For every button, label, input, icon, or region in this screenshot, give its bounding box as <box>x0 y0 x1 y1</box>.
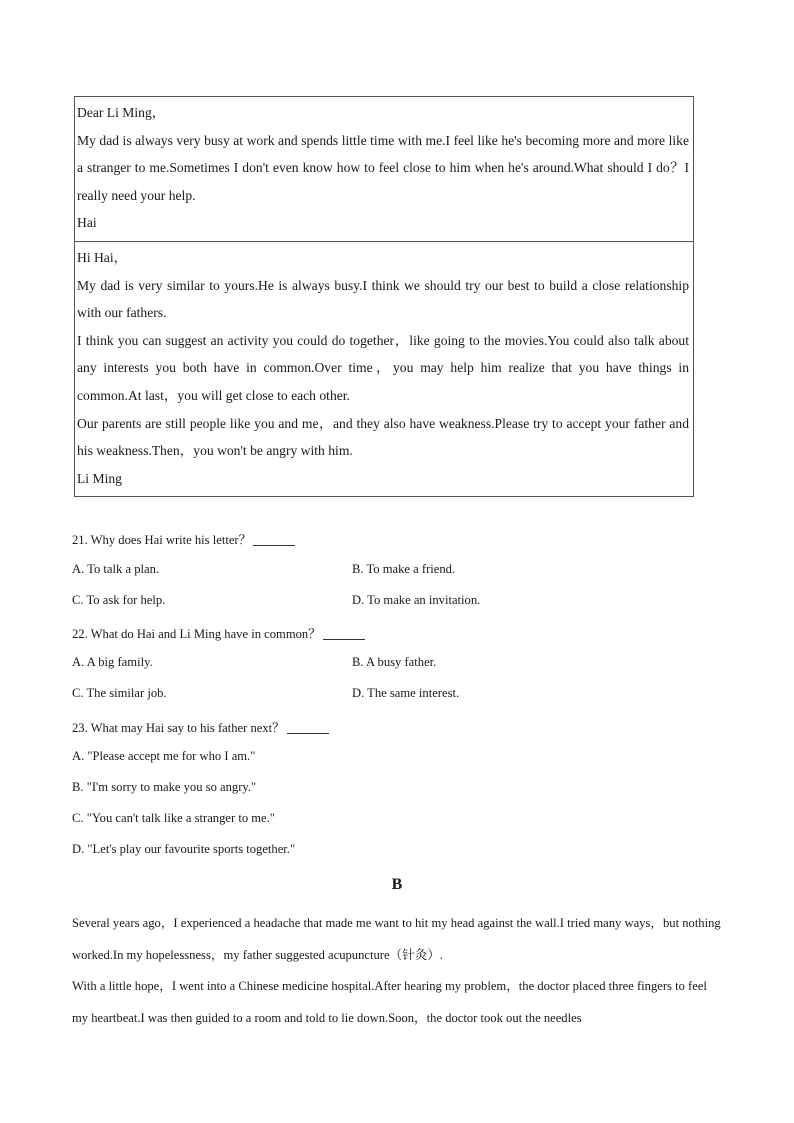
option-b[interactable]: B. A busy father. <box>352 655 437 669</box>
option-d[interactable]: D. "Let's play our favourite sports together." <box>72 842 296 856</box>
option-c[interactable]: C. To ask for help. <box>72 593 166 607</box>
question-stem: 22. What do Hai and Li Ming have in common？ <box>72 627 321 641</box>
question-21 <box>72 529 295 548</box>
letter-greeting: Hi Hai， <box>77 249 128 265</box>
answer-blank[interactable] <box>323 638 365 640</box>
answer-blank[interactable] <box>287 732 329 734</box>
letter-body: My dad is always very busy at work and spends little time with me.I feel like he's becoming more and more like a stranger to me.Sometimes I don't even know how to feel close to him when he's around.What should I do？I really need your help. <box>77 132 689 203</box>
question-23 <box>72 717 329 736</box>
option-b[interactable]: B. To make a friend. <box>352 562 456 576</box>
option-d[interactable]: D. To make an invitation. <box>352 593 481 607</box>
option-c[interactable]: C. The similar job. <box>72 686 167 700</box>
option-a[interactable]: A. "Please accept me for who I am." <box>72 749 256 763</box>
letter-signature: Hai <box>77 215 97 231</box>
passage-paragraph: With a little hope，I went into a Chinese medicine hospital.After hearing my problem，the doctor placed three fingers to feel my heartbeat.I was then guided to a room and told to lie down.Soon，the doctor took out the needles <box>72 979 707 1025</box>
letter-greeting: Dear Li Ming， <box>77 105 166 120</box>
option-c[interactable]: C. "You can't talk like a stranger to me." <box>72 811 275 825</box>
question-stem: 23. What may Hai say to his father next？ <box>72 721 285 735</box>
letter-from-li-ming <box>75 241 693 496</box>
option-b[interactable]: B. "I'm sorry to make you so angry." <box>72 780 257 794</box>
passage-b <box>72 908 722 1034</box>
question-22 <box>72 623 365 642</box>
option-a[interactable]: A. To talk a plan. <box>72 562 160 576</box>
letter-body: My dad is very similar to yours.He is always busy.I think we should try our best to build a close relationship with our fathers. <box>77 277 689 321</box>
letter-body: Our parents are still people like you and me，and they also have weakness.Please try to accept your father and his weakness.Then，you won't be angry with him. <box>77 415 689 459</box>
letter-body: I think you can suggest an activity you could do together，like going to the movies.You could also talk about any interests you both have in common.Over time，you may help him realize that you have things in common.At last，you will get close to each other. <box>77 332 689 403</box>
option-d[interactable]: D. The same interest. <box>352 686 460 700</box>
letters-table <box>74 96 694 497</box>
answer-blank[interactable] <box>253 544 295 546</box>
letter-signature: Li Ming <box>77 470 122 486</box>
option-a[interactable]: A. A big family. <box>72 655 153 669</box>
letter-from-hai <box>75 97 693 241</box>
question-stem: 21. Why does Hai write his letter？ <box>72 533 252 547</box>
section-heading: B <box>391 876 403 893</box>
passage-paragraph: Several years ago，I experienced a headache that made me want to hit my head against the wall.I tried many ways，but nothing worked.In my hopelessness，my father suggested acupuncture（针灸）. <box>72 916 721 962</box>
